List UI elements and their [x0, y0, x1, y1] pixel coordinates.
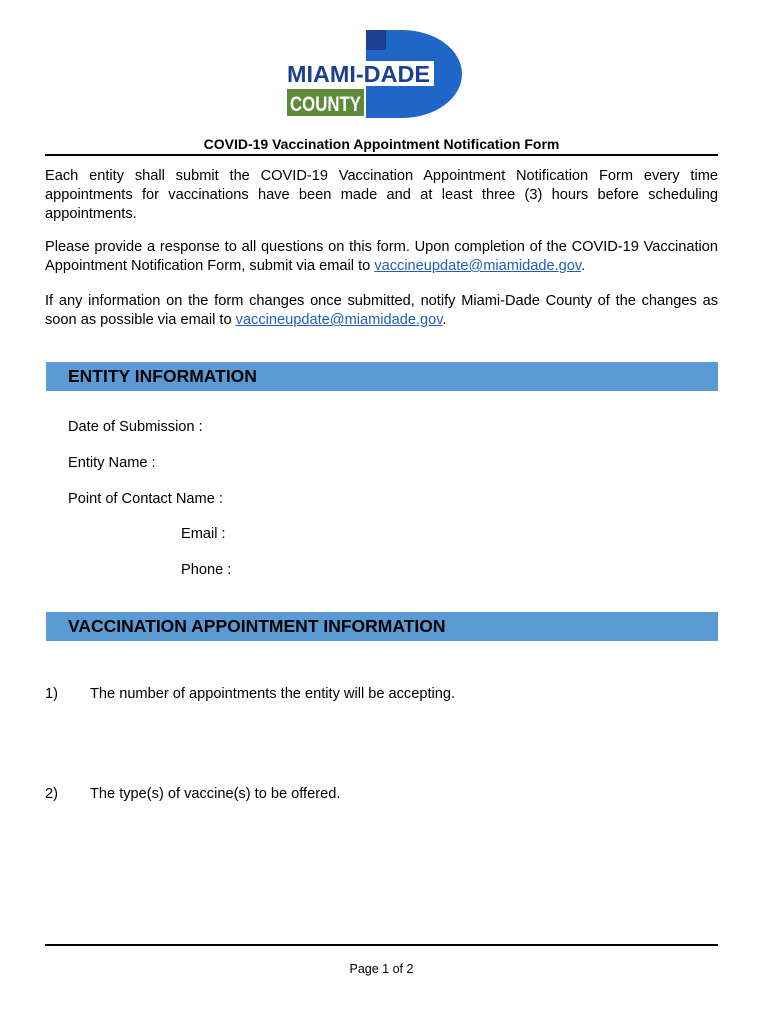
email-link[interactable]: vaccineupdate@miamidade.gov — [235, 312, 443, 328]
entity-information-header: ENTITY INFORMATION — [46, 362, 718, 391]
date-of-submission-label: Date of Submission : — [68, 419, 203, 435]
entity-name-label: Entity Name : — [68, 455, 156, 471]
question-2-number: 2) — [45, 786, 58, 802]
page-number: Page 1 of 2 — [349, 962, 414, 976]
vaccination-appointment-header: VACCINATION APPOINTMENT INFORMATION — [46, 612, 718, 641]
question-1 — [45, 685, 455, 703]
question-1-number: 1) — [45, 686, 58, 702]
changes-text: If any information on the form changes once submitted, notify Miami-Dade County of the changes as soon as possible via email to — [45, 293, 718, 328]
form-title: COVID-19 Vaccination Appointment Notification Form — [203, 136, 560, 152]
title-divider — [45, 154, 718, 156]
contact-email-label: Email : — [181, 526, 226, 542]
contact-phone-label: Phone : — [181, 562, 232, 578]
changes-paragraph — [45, 292, 718, 330]
question-2-text: The type(s) of vaccine(s) to be offered. — [90, 786, 341, 802]
logo-top-text: MIAMI-DADE — [287, 61, 430, 87]
logo-bottom-text: COUNTY — [290, 93, 361, 116]
email-link[interactable]: vaccineupdate@miamidade.gov — [374, 258, 582, 274]
instructions-end: . — [581, 258, 586, 274]
question-1-text: The number of appointments the entity will be accepting. — [90, 686, 456, 702]
changes-end: . — [442, 312, 447, 328]
instructions-paragraph — [45, 238, 718, 276]
miami-dade-county-logo — [284, 28, 468, 118]
intro-paragraph: Each entity shall submit the COVID-19 Vaccination Appointment Notification Form every time appointments for vaccinations have been made and at least three (3) hours before scheduling appointments. — [45, 168, 718, 222]
question-2 — [45, 785, 340, 803]
instructions-text: Please provide a response to all questions on this form. Upon completion of the COVID-19 Vaccination Appointment Notification Form, submit via email to — [45, 239, 718, 274]
point-of-contact-label: Point of Contact Name : — [68, 491, 223, 507]
footer-divider — [45, 944, 718, 946]
